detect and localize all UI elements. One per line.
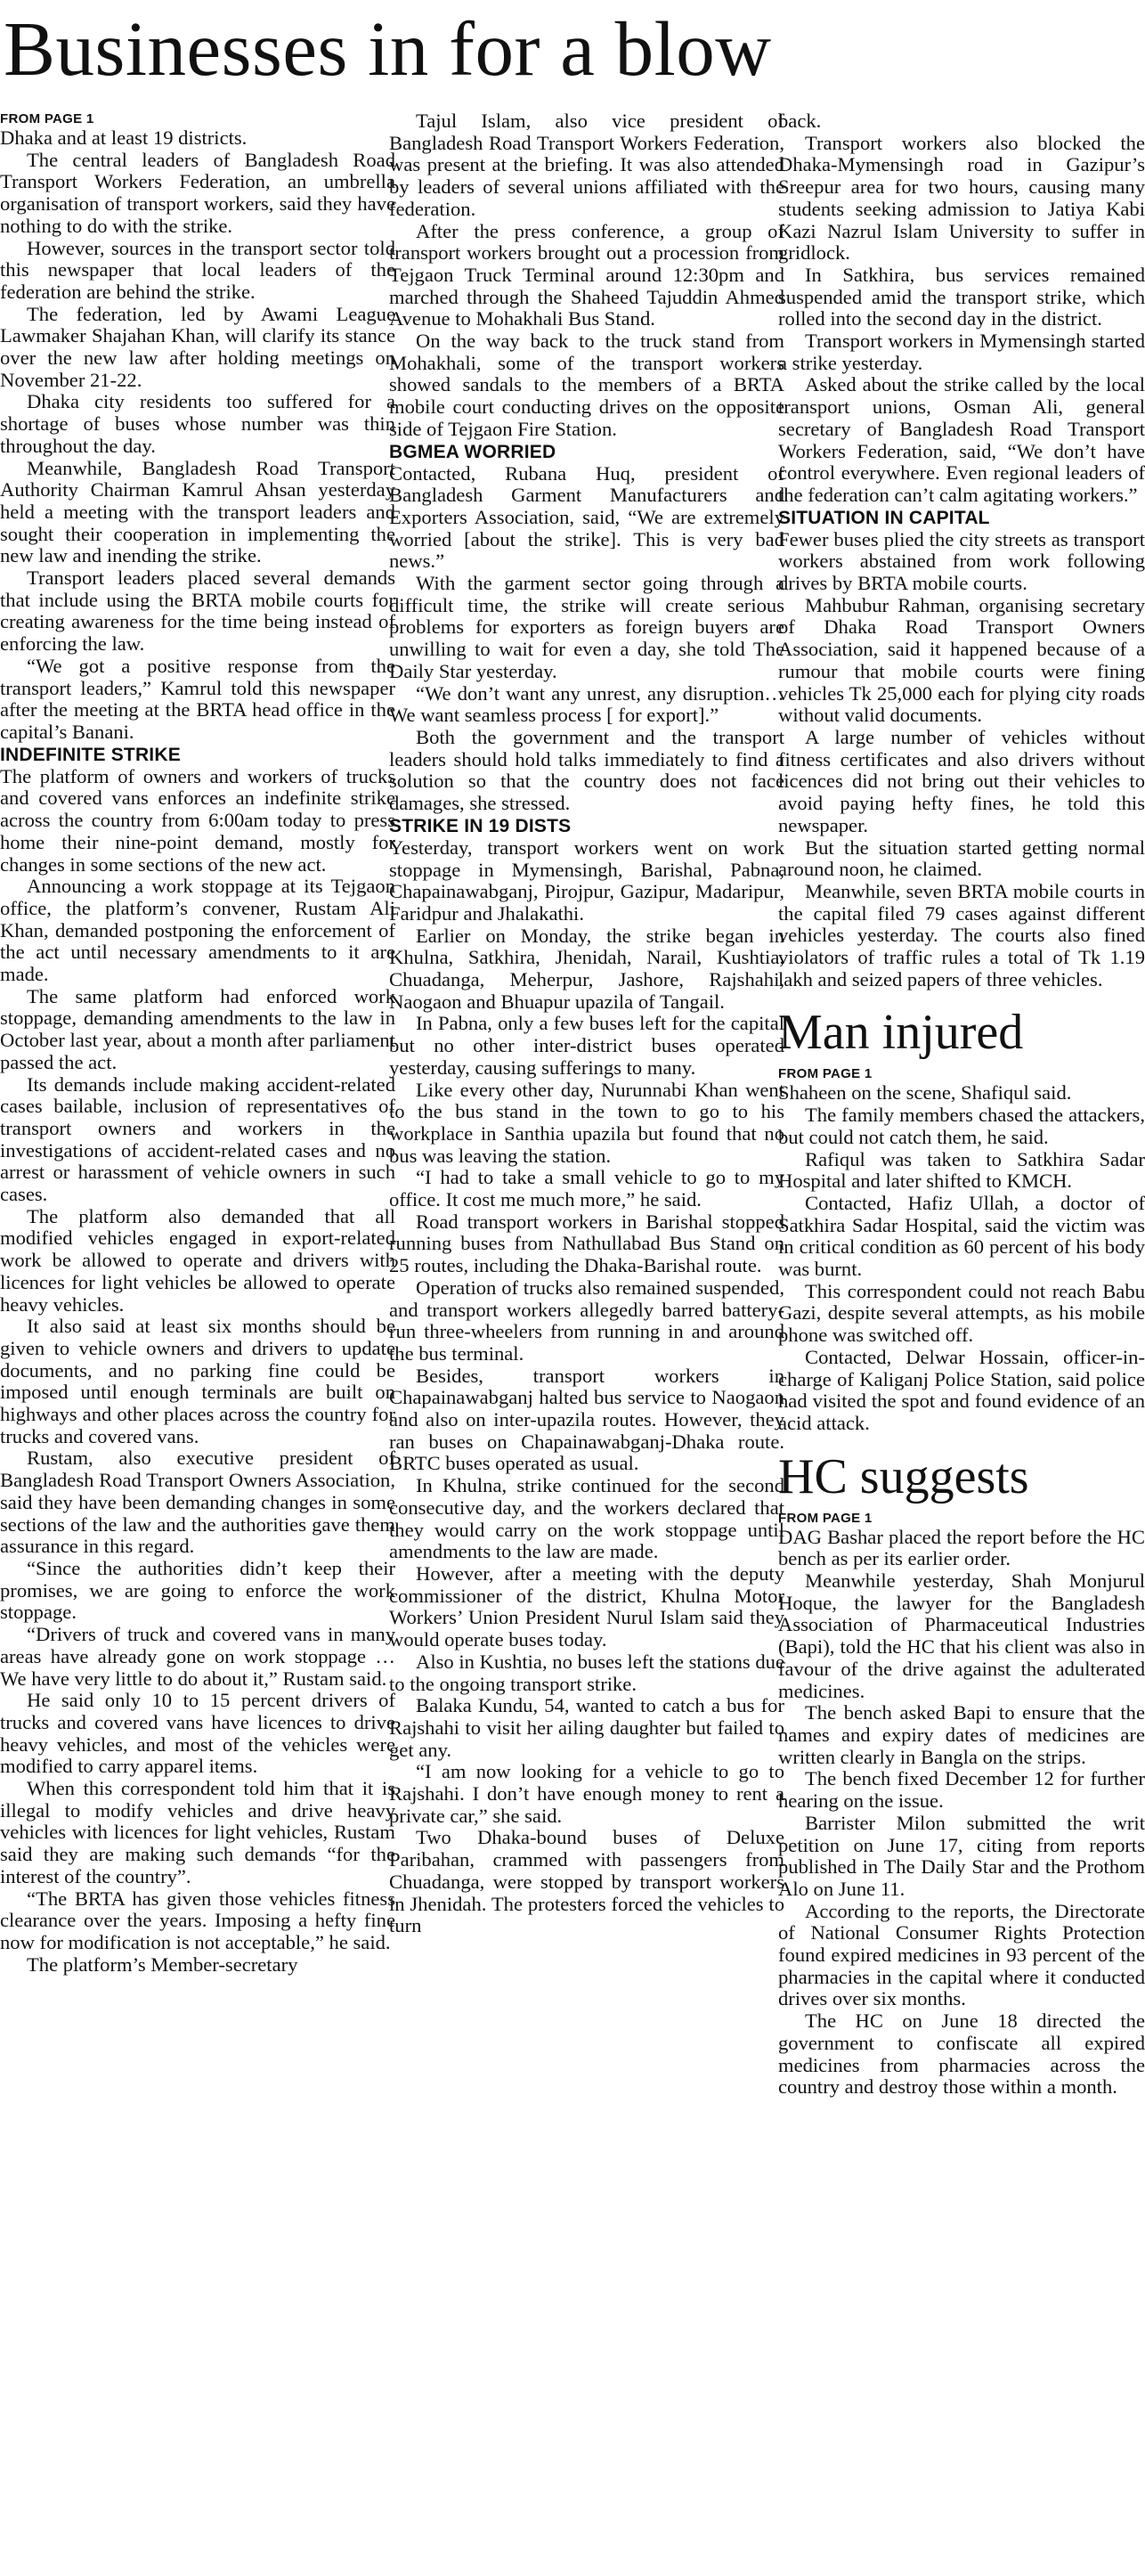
paragraph: The same platform had enforced work stoppage, demanding amendments to the law in October last year, about a month after parliament passed the act. bbox=[0, 984, 395, 1073]
paragraph: The family members chased the attackers, but could not catch them, he said. bbox=[778, 1104, 1145, 1148]
paragraph: Shaheen on the scene, Shafiqul said. bbox=[778, 1081, 1072, 1105]
paragraph: The bench fixed December 12 for further hearing on the issue. bbox=[778, 1767, 1145, 1813]
paragraph: Announcing a work stoppage at its Tejgaon office, the platform’s convener, Rustam Ali Khan, demanded postponing the enforcement of the act until necessary amendments to it are made. bbox=[0, 875, 395, 986]
main-story-column-2 bbox=[389, 110, 784, 2576]
paragraph: “I am now looking for a vehicle to go to Rajshahi. I don’t have enough money to rent a private car,” she said. bbox=[389, 1760, 784, 1827]
paragraph: Both the government and the transport leaders should hold talks immediately to find a solution so that the country does not face damages, she stressed. bbox=[389, 725, 784, 815]
subheading: SITUATION IN CAPITAL bbox=[778, 507, 990, 528]
paragraph: “We got a positive response from the transport leaders,” Kamrul told this newspaper after the meeting at the BRTA head office in the capital’s Banani. bbox=[0, 654, 395, 743]
paragraph: Meanwhile, seven BRTA mobile courts in the capital filed 79 cases against different vehicles yesterday. The courts also fined violators of traffic rules a total of Tk 1.19 lakh and seized papers of three vehicles. bbox=[778, 879, 1145, 990]
paragraph: Contacted, Rubana Huq, president of Bangladesh Garment Manufacturers and Exporters Association, said, “We are extremely worried [about the strike]. This is very bad news.” bbox=[389, 461, 784, 573]
paragraph: He said only 10 to 15 percent drivers of trucks and covered vans have licences to drive heavy vehicles, and most of the vehicles were modified to carry apparel items. bbox=[0, 1689, 395, 1778]
paragraph: The platform’s Member-secretary bbox=[27, 1952, 298, 1976]
paragraph: After the press conference, a group of transport workers brought out a procession from Tejgaon Truck Terminal around 12:30pm and marched through the Shaheed Tajuddin Ahmed Avenue to Mohakhali Bus Stand. bbox=[389, 219, 784, 330]
paragraph: Its demands include making accident-related cases bailable, inclusion of representatives of transport owners and workers in the investigations of accident-related cases and no arrest or harassment of vehicle owners in such cases. bbox=[0, 1072, 395, 1206]
paragraph: Rafiqul was taken to Satkhira Sadar Hospital and later shifted to KMCH. bbox=[778, 1147, 1145, 1193]
from-page-label: FROM PAGE 1 bbox=[0, 111, 94, 126]
paragraph: It also said at least six months should be given to vehicle owners and drivers to update documents, and no parking fine could be imposed until enough terminals are built on highways and other places across the country for trucks and covered vans. bbox=[0, 1315, 395, 1447]
subheading: STRIKE IN 19 DISTS bbox=[389, 815, 572, 836]
paragraph: In Pabna, only a few buses left for the capital but no other inter-district buses operated yesterday, causing sufferings to many. bbox=[389, 1012, 784, 1079]
paragraph: When this correspondent told him that it is illegal to modify vehicles and drive heavy vehicles with licences for light vehicles, Rustam said they are making such demands “for the interest of the country”. bbox=[0, 1777, 395, 1887]
paragraph: DAG Bashar placed the report before the HC bench as per its earlier order. bbox=[778, 1525, 1145, 1570]
paragraph: This correspondent could not reach Babu Gazi, despite several attempts, as his mobile phone was switched off. bbox=[778, 1279, 1145, 1347]
paragraph: Transport workers in Mymensingh started a strike yesterday. bbox=[778, 330, 1145, 374]
paragraph: Asked about the strike called by the local transport unions, Osman Ali, general secretary of Bangladesh Road Transport Workers Federation, said, “We don’t have control everywhere. Even regional leaders of the federation can’t calm agitating workers.” bbox=[778, 373, 1145, 506]
paragraph: The HC on June 18 directed the government to confiscate all expired medicines from pharmacies across the country and destroy those within a month. bbox=[778, 2009, 1145, 2099]
paragraph: Dhaka and at least 19 districts. bbox=[0, 126, 248, 149]
paragraph: With the garment sector going through a difficult time, the strike will create serious problems for exporters as foreign buyers are unwilling to wait for even a day, she told The Daily Star yesterday. bbox=[389, 572, 784, 682]
paragraph: In Khulna, strike continued for the second consecutive day, and the workers declared that they would carry on the work stoppage until amendments to the law are made. bbox=[389, 1474, 784, 1563]
paragraph: The platform of owners and workers of trucks and covered vans enforces an indefinite strike across the country from 6:00am today to press home their nine-point demand, mostly for changes in some sections of the new act. bbox=[0, 764, 395, 876]
paragraph: Yesterday, transport workers went on work stoppage in Mymensingh, Barishal, Pabna, Chapainawabganj, Pirojpur, Gazipur, Madaripur, Faridpur and Jhalakathi. bbox=[389, 836, 784, 925]
main-story-column-1 bbox=[0, 110, 395, 2576]
paragraph: On the way back to the truck stand from Mohakhali, some of the transport workers showed sandals to the members of a BRTA mobile court conducting drives on the opposite side of Tejgaon Fire Station. bbox=[389, 330, 784, 440]
paragraph: Transport workers also blocked the Dhaka-Mymensingh road in Gazipur’s Sreepur area for two hours, causing many students seeking admission to Jatiya Kabi Kazi Nazrul Islam University to suffer in gridlock. bbox=[778, 131, 1145, 265]
paragraph: “Drivers of truck and covered vans in many areas have already gone on work stoppage … We have very little to do about it,” Rustam said. bbox=[0, 1623, 395, 1690]
paragraph: But the situation started getting normal around noon, he claimed. bbox=[778, 836, 1145, 881]
paragraph: The platform also demanded that all modified vehicles engaged in export-related work be allowed to operate and drivers with licences for light vehicles be allowed to operate heavy vehicles. bbox=[0, 1204, 395, 1316]
paragraph: The bench asked Bapi to ensure that the names and expiry dates of medicines are written clearly in Bangla on the strips. bbox=[778, 1701, 1145, 1768]
paragraph: Also in Kushtia, no buses left the stations due to the ongoing transport strike. bbox=[389, 1650, 784, 1695]
paragraph: “We don’t want any unrest, any disruption… We want seamless process [ for export].” bbox=[389, 681, 784, 727]
headline: Businesses in for a blow bbox=[4, 5, 772, 92]
paragraph: Besides, transport workers in Chapainawabganj halted bus service to Naogaon and also on inter-upazila routes. However, they ran buses on Chapainawabganj-Dhaka route. BRTC buses operated as usual. bbox=[389, 1364, 784, 1475]
paragraph: Meanwhile, Bangladesh Road Transport Authority Chairman Kamrul Ahsan yesterday held a meeting with the transport leaders and sought their cooperation in implementing the new law and inending the strike. bbox=[0, 456, 395, 567]
paragraph: In Satkhira, bus services remained suspended amid the transport strike, which rolled into the second day in the district. bbox=[778, 263, 1145, 330]
paragraph: Mahbubur Rahman, organising secretary of Dhaka Road Transport Owners Association, said it happened because of a rumour that mobile courts were fining vehicles Tk 25,000 each for plying city roads without valid documents. bbox=[778, 593, 1145, 727]
paragraph: The central leaders of Bangladesh Road Transport Workers Federation, an umbrella organisation of transport workers, said they have nothing to do with the strike. bbox=[0, 148, 395, 237]
hc-suggests-headline: HC suggests bbox=[778, 1448, 1029, 1504]
subheading: INDEFINITE STRIKE bbox=[0, 744, 181, 765]
paragraph: Road transport workers in Barishal stopped running buses from Nathullabad Bus Stand on 25 routes, including the Dhaka-Barishal route. bbox=[389, 1210, 784, 1277]
paragraph: Like every other day, Nurunnabi Khan went to the bus stand in the town to go to his workplace in Santhia upazila but found that no bus was leaving the station. bbox=[389, 1078, 784, 1167]
man-injured-headline: Man injured bbox=[778, 1005, 1024, 1061]
paragraph: Fewer buses plied the city streets as transport workers abstained from work following drives by BRTA mobile courts. bbox=[778, 527, 1145, 595]
paragraph: Contacted, Hafiz Ullah, a doctor of Satkhira Sadar Hospital, said the victim was in critical condition as 60 percent of his body was burnt. bbox=[778, 1191, 1145, 1281]
paragraph: The federation, led by Awami League Lawmaker Shajahan Khan, will clarify its stance over the new law after holding meetings on November 21-22. bbox=[0, 302, 395, 391]
paragraph: Two Dhaka-bound buses of Deluxe Paribahan, crammed with passengers from Chuadanga, were stopped by transport workers in Jhenidah. The protesters forced the vehicles to turn bbox=[389, 1826, 784, 1937]
paragraph: Barrister Milon submitted the writ petition on June 17, citing from reports published in The Daily Star and the Prothom Alo on June 11. bbox=[778, 1811, 1145, 1900]
paragraph: Contacted, Delwar Hossain, officer-in-charge of Kaliganj Police Station, said police had visited the spot and found evidence of an acid attack. bbox=[778, 1345, 1145, 1434]
paragraph: “The BRTA has given those vehicles fitness clearance over the years. Imposing a hefty fine now for modification is not acceptable,” he said. bbox=[0, 1887, 395, 1953]
paragraph: A large number of vehicles without fitness certificates and also drivers without licences did not bring out their vehicles to avoid paying hefty fines, he told this newspaper. bbox=[778, 725, 1145, 836]
from-page-label: FROM PAGE 1 bbox=[778, 1510, 873, 1526]
paragraph: “Since the authorities didn’t keep their promises, we are going to enforce the work stoppage. bbox=[0, 1557, 395, 1624]
paragraph: “I had to take a small vehicle to go to my office. It cost me much more,” he said. bbox=[389, 1166, 784, 1211]
paragraph: Operation of trucks also remained suspended, and transport workers allegedly barred battery-run three-wheelers from running in and around the bus terminal. bbox=[389, 1276, 784, 1365]
paragraph: However, sources in the transport sector told this newspaper that local leaders of the federation are behind the strike. bbox=[0, 236, 395, 303]
paragraph: Transport leaders placed several demands that include using the BRTA mobile courts for creating awareness for the time being instead of enforcing the law. bbox=[0, 567, 395, 656]
paragraph: According to the reports, the Directorate of National Consumer Rights Protection found expired medicines in 93 percent of the pharmacies in the capital where it conducted drives over six months. bbox=[778, 1899, 1145, 2010]
main-story-column-3 bbox=[778, 110, 1145, 2576]
paragraph: However, after a meeting with the deputy commissioner of the district, Khulna Motor Workers’ Union President Nurul Islam said they would operate buses today. bbox=[389, 1562, 784, 1651]
paragraph: Balaka Kundu, 54, wanted to catch a bus for Rajshahi to visit her ailing daughter but failed to get any. bbox=[389, 1694, 784, 1761]
paragraph: Rustam, also executive president of Bangladesh Road Transport Owners Association, said they have been demanding changes in some sections of the law and the authorities gave them assurance in this regard. bbox=[0, 1447, 395, 1558]
from-page-label: FROM PAGE 1 bbox=[778, 1066, 873, 1082]
subheading: BGMEA WORRIED bbox=[389, 441, 556, 462]
paragraph: Meanwhile yesterday, Shah Monjurul Hoque, the lawyer for the Bangladesh Association of Pharmaceutical Industries (Bapi), told the HC that his client was also in favour of the drive against the adulterated medicines. bbox=[778, 1569, 1145, 1702]
paragraph: Tajul Islam, also vice president of Bangladesh Road Transport Workers Federation, was present at the briefing. It was also attended by leaders of several unions affiliated with the federation. bbox=[389, 110, 784, 220]
paragraph: back. bbox=[778, 110, 822, 132]
paragraph: Dhaka city residents too suffered for a shortage of buses whose number was thin throughout the day. bbox=[0, 390, 395, 457]
paragraph: Earlier on Monday, the strike began in Khulna, Satkhira, Jhenidah, Narail, Kushtia, Chuadanga, Meherpur, Jashore, Rajshahi, Naogaon and Bhuapur upazila of Tangail. bbox=[389, 924, 784, 1013]
